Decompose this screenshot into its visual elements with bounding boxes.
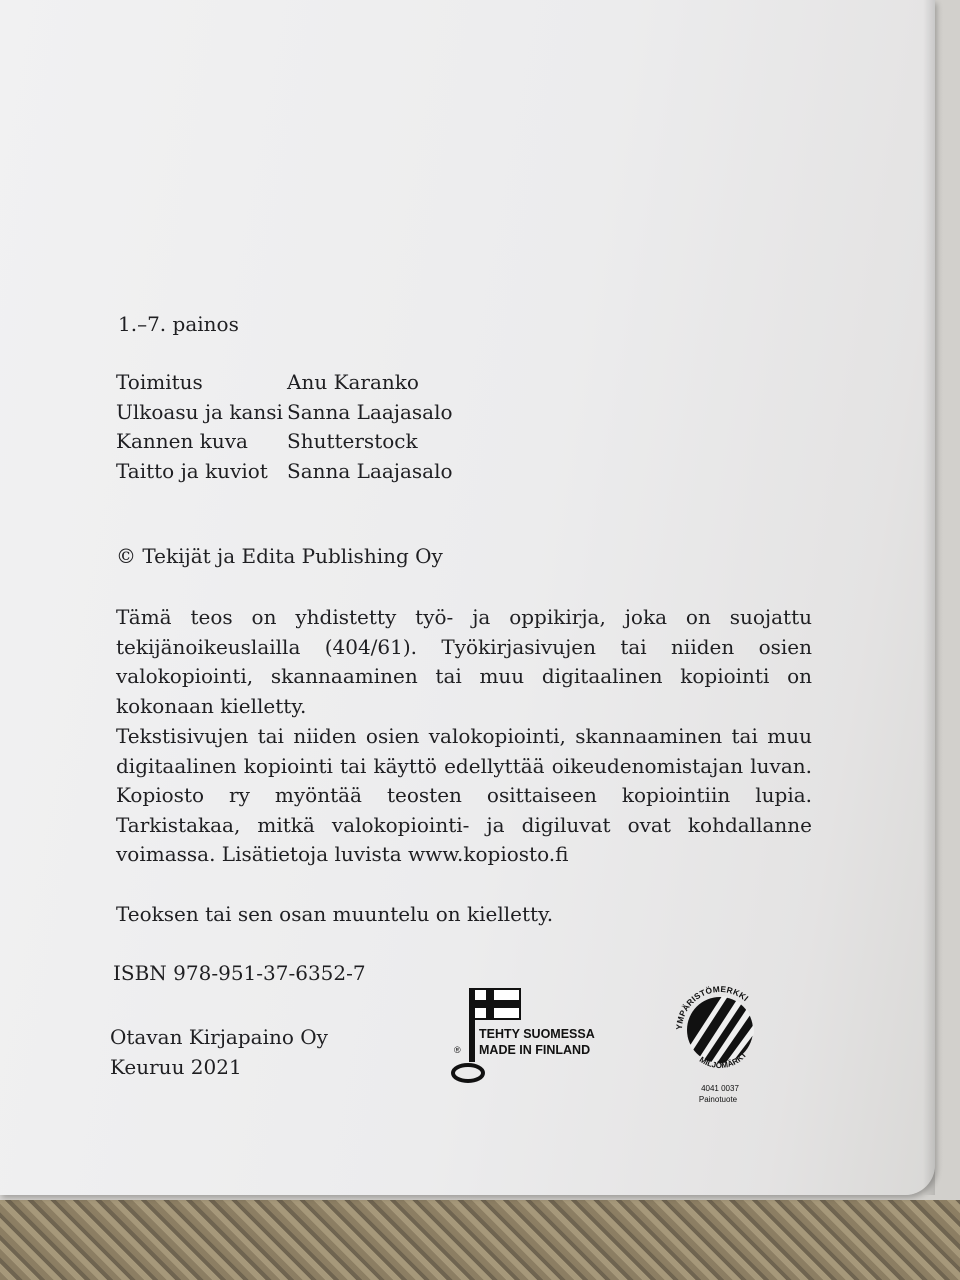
ecolabel-top-text: YMPÄRISTÖMERKKI bbox=[673, 983, 751, 1031]
ecolabel-bottom-text: MILJÖMÄRKT bbox=[697, 1050, 749, 1071]
made-in-finland-line2: MADE IN FINLAND bbox=[479, 1043, 591, 1057]
credit-name: Anu Karanko bbox=[287, 370, 419, 394]
printer-place-year: Keuruu 2021 bbox=[110, 1055, 242, 1079]
made-in-finland-line1: TEHTY SUOMESSA bbox=[479, 1027, 595, 1041]
credit-row bbox=[116, 368, 453, 398]
isbn: ISBN 978-951-37-6352-7 bbox=[113, 961, 366, 985]
printer-info bbox=[110, 1022, 328, 1082]
ecolabel-label: Painotuote bbox=[698, 1095, 738, 1104]
credits-list bbox=[116, 368, 453, 486]
credit-role: Taitto ja kuviot bbox=[116, 458, 268, 483]
credit-row bbox=[116, 398, 453, 428]
copyright-notice: © Tekijät ja Edita Publishing Oy bbox=[116, 544, 443, 568]
paragraph-copyright-law: Tämä teos on yhdistetty työ- ja oppikirja, joka on suojattu tekijänoikeuslailla (404/61). Työkirjasivujen tai niiden osien valokopiointi, skannaaminen tai muu digitaalinen kopiointi on kokonaan kielletty. bbox=[116, 605, 812, 718]
printer-name: Otavan Kirjapaino Oy bbox=[110, 1025, 328, 1049]
paragraph-modification: Teoksen tai sen osan muuntelu on kielletty. bbox=[116, 902, 554, 926]
credit-role: Ulkoasu ja kansi bbox=[116, 399, 283, 424]
paragraph-copying-permissions: Tekstisivujen tai niiden osien valokopiointi, skannaaminen tai muu digitaalinen kopiointi tai käyttö edellyttää oikeudenomistajan luvan. Kopiosto ry myöntää teosten osittaiseen kopiointiin lupia. Tarkistakaa, mitkä valokopiointi- ja digiluvat ovat kohdallanne voimassa. Lisätietoja luvista www.kopiosto.fi bbox=[116, 724, 812, 866]
key-flag-icon bbox=[448, 985, 595, 1085]
registered-mark: ® bbox=[454, 1045, 461, 1055]
credit-row bbox=[116, 457, 453, 487]
credit-name: Sanna Laajasalo bbox=[287, 399, 453, 424]
credit-role: Kannen kuva bbox=[116, 429, 248, 453]
credit-role: Toimitus bbox=[116, 370, 203, 394]
credit-name: Sanna Laajasalo bbox=[287, 458, 453, 483]
credit-row bbox=[116, 427, 453, 457]
swan-icon bbox=[670, 972, 770, 1112]
edition-info: 1.–7. painos bbox=[118, 312, 239, 336]
credit-name: Shutterstock bbox=[287, 429, 418, 453]
ecolabel-license: 4041 0037 bbox=[701, 1084, 739, 1093]
